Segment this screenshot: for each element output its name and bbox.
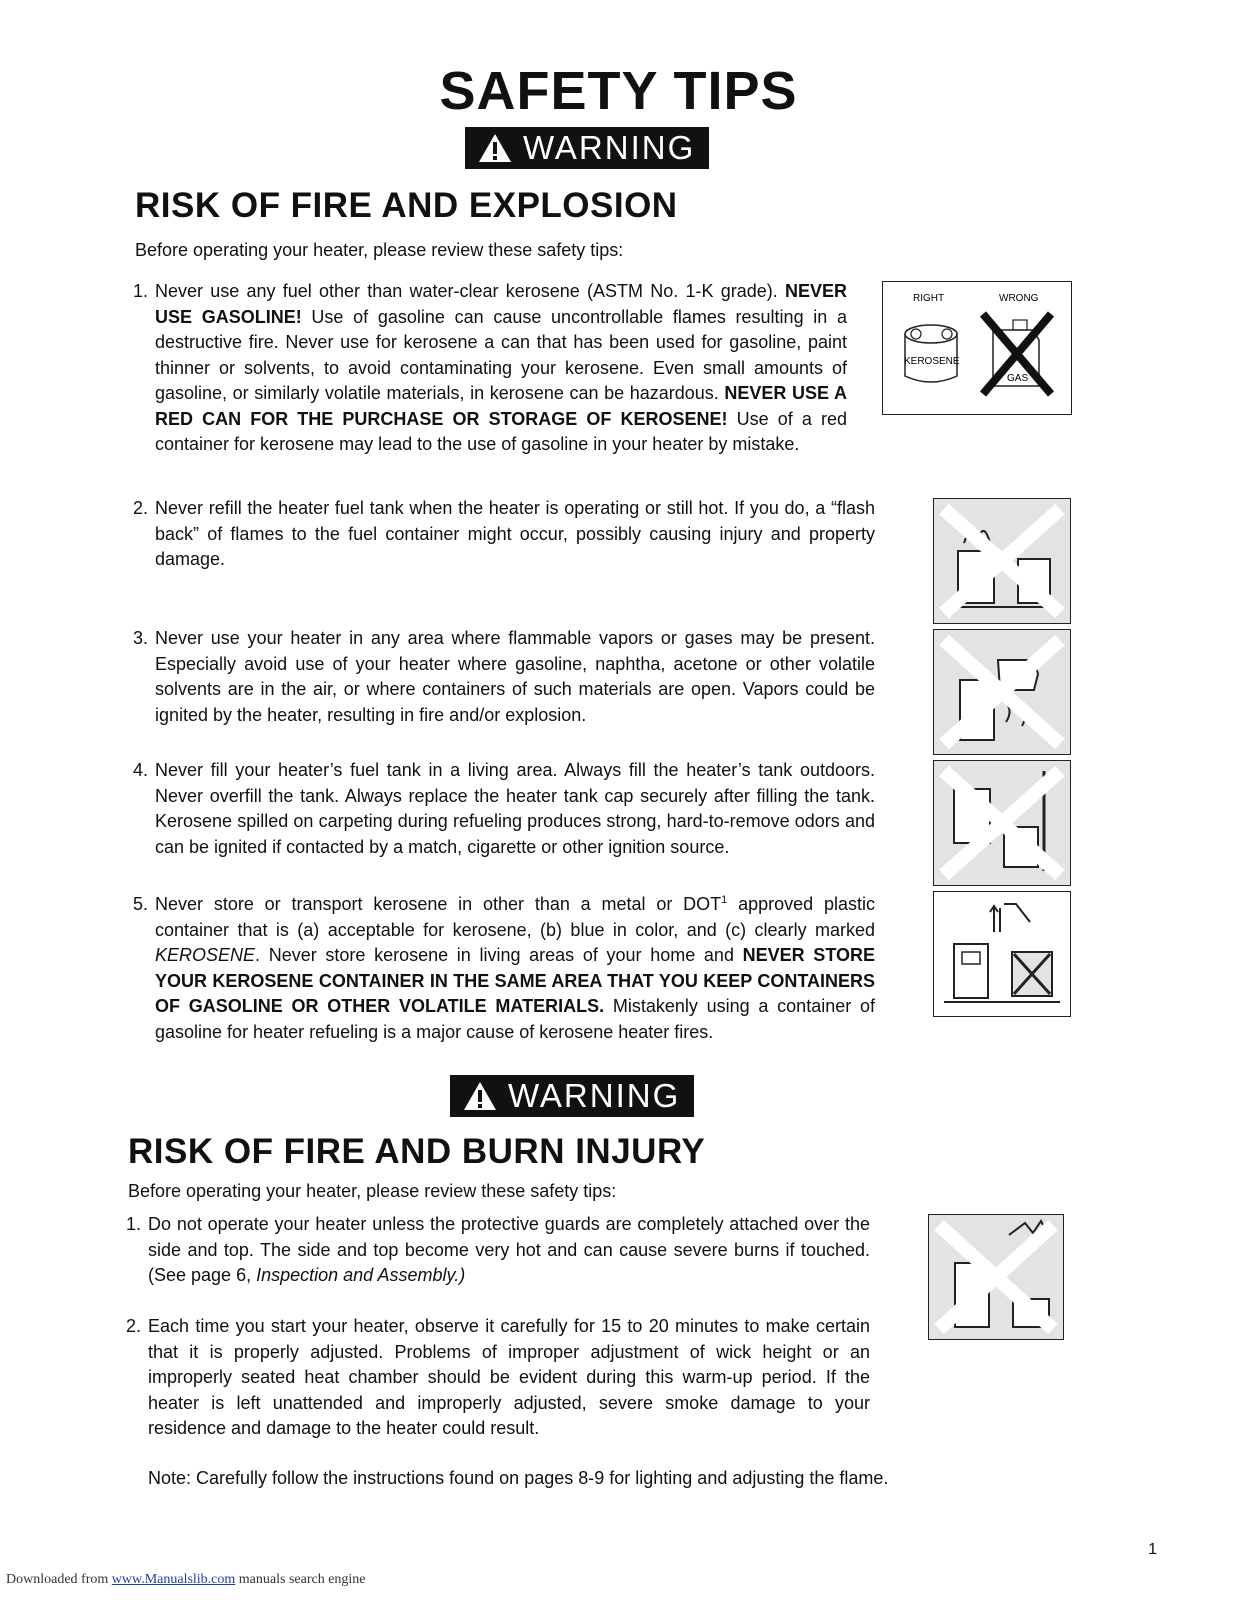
download-footer: Downloaded from www.Manualslib.com manuals search engine — [6, 1572, 366, 1587]
list-item: 4. Never fill your heater’s fuel tank in a living area. Always fill the heater’s tank outdoors. Never overfill the tank. Always replace the heater tank cap securely after filling the tank. Kerosene spilled on carpeting during refueling produces strong, hard-to-remove odors and can be ignited if contacted by a match, cigarette or other ignition source. — [133, 760, 875, 857]
list-item: 3. Never use your heater in any area where flammable vapors or gases may be present. Especially avoid use of your heater where gasoline, naphtha, acetone or other volatile solvents are in the air, or where containers of such materials are open. Vapors could be ignited by the heater, resulting in fire and/or explosion. — [133, 628, 875, 725]
illustration-flammable-vapors — [933, 629, 1071, 755]
list-item: 5. Never store or transport kerosene in other than a metal or DOT$^1$ approved plastic container that is (a) acceptable for kerosene, (b) blue in color, and (c) clearly marked KEROSENE. Never store kerosene in living areas of your home and NEVER STORE YOUR KEROSENE CONTAINER IN THE SAME AREA THAT YOU KEEP CONTAINERS OF GASOLINE OR OTHER VOLATILE MATERIALS. Mistakenly using a container of gasoline for heater refueling is a major cause of kerosene heater fires. — [133, 894, 875, 1042]
section-heading-fire-burn: RISK OF FIRE AND BURN INJURY — [128, 1132, 706, 1171]
note-text: Note: Carefully follow the instructions found on pages 8-9 for lighting and adjusting the flame. — [148, 1468, 889, 1488]
illustration-protective-guards — [928, 1214, 1064, 1340]
figure-right-wrong-can — [882, 281, 1072, 415]
figure-label-wrong: WRONG — [999, 293, 1039, 304]
figure-label-gas: GAS — [1007, 373, 1029, 384]
list-item: 2. Never refill the heater fuel tank when the heater is operating or still hot. If you do, a “flash back” of flames to the fuel container might occur, possibly causing injury and property damage. — [133, 498, 875, 569]
section-heading-fire-explosion: RISK OF FIRE AND EXPLOSION — [135, 186, 678, 225]
section-intro: Before operating your heater, please review these safety tips: — [128, 1181, 617, 1201]
warning-label: WARNING — [508, 1077, 681, 1114]
warning-triangle-icon — [477, 132, 513, 164]
page-title: SAFETY TIPS — [439, 61, 798, 121]
illustration-fill-living-area — [933, 760, 1071, 886]
section-intro: Before operating your heater, please review these safety tips: — [135, 240, 624, 260]
warning-badge — [450, 1075, 694, 1117]
warning-label: WARNING — [523, 129, 696, 166]
manualslib-link[interactable]: www.Manualslib.com — [111, 1572, 236, 1587]
list-item: 1. Do not operate your heater unless the protective guards are completely attached over the side and top. The side and top become very hot and can cause severe burns if touched. (See page 6, Inspection and Assembly.) — [126, 1214, 870, 1285]
figure-label-right: RIGHT — [913, 293, 945, 304]
warning-triangle-icon — [462, 1080, 498, 1112]
illustration-refill-hot-heater — [933, 498, 1071, 624]
list-item: 1. Never use any fuel other than water-clear kerosene (ASTM No. 1-K grade). NEVER USE GASOLINE! Use of gasoline can cause uncontrollable flames resulting in a destructive fire. Never use for kerosene a can that has been used for gasoline, paint thinner or solvents, to avoid contaminating your kerosene. Even small amounts of gasoline, or similarly volatile materials, in kerosene can be hazardous. NEVER USE A RED CAN FOR THE PURCHASE OR STORAGE OF KEROSENE! Use of a red container for kerosene may lead to the use of gasoline in your heater by mistake. — [133, 281, 847, 454]
warning-badge — [465, 127, 709, 169]
figure-label-kerosene: KEROSENE — [904, 356, 960, 367]
illustration-store-outdoors — [933, 891, 1071, 1017]
page-number: 1 — [1148, 1541, 1157, 1558]
list-item: 2. Each time you start your heater, observe it carefully for 15 to 20 minutes to make certain that it is properly adjusted. Problems of improper adjustment of wick height or an improperly seated heat chamber should be evident during this warm-up period. If the heater is left unattended and improperly adjusted, severe smoke damage to your residence and damage to the heater could result. — [126, 1316, 870, 1438]
